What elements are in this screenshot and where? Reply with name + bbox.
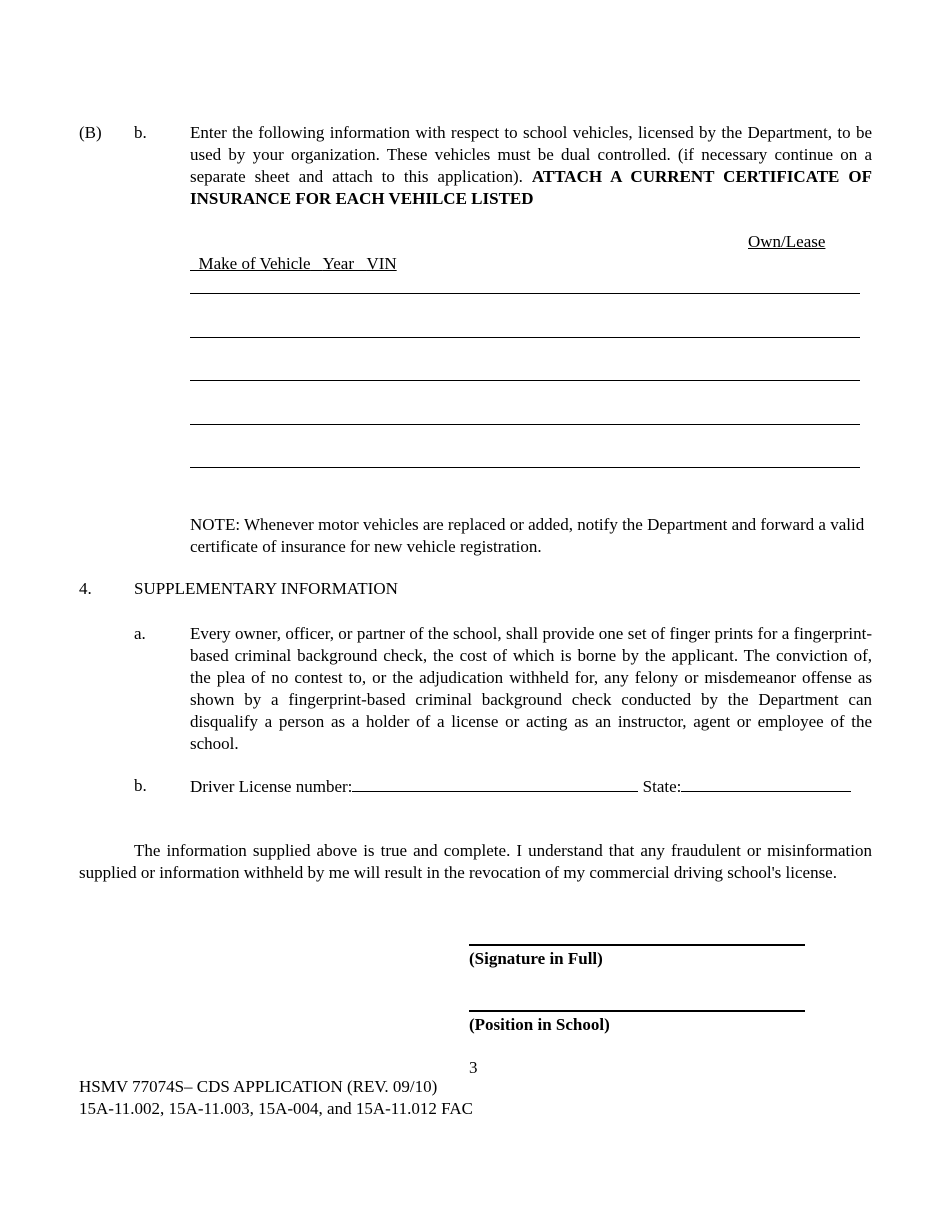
position-line[interactable]	[469, 1010, 805, 1012]
rule-reference-footer: 15A-11.002, 15A-11.003, 15A-004, and 15A-11.012 FAC	[79, 1099, 473, 1118]
state-field[interactable]	[681, 775, 851, 792]
vehicle-note: NOTE: Whenever motor vehicles are replaced or added, notify the Department and forward a valid certificate of insurance for new vehicle registration.	[190, 515, 865, 556]
section-b-item-label: b.	[134, 123, 147, 142]
section-4-title: SUPPLEMENTARY INFORMATION	[134, 579, 398, 598]
form-id-footer: HSMV 77074S– CDS APPLICATION (REV. 09/10)	[79, 1077, 438, 1096]
section-b-text: Enter the following information with respect to school vehicles, licensed by the Department, to be used by your organization. These vehicles must be dual controlled. (if necessary continue on a separate sheet and attach to this application).	[190, 123, 872, 186]
driver-license-label: Driver License number:	[190, 777, 353, 796]
driver-license-field[interactable]	[352, 775, 638, 792]
vehicle-table-header	[190, 231, 831, 273]
section-4-number: 4.	[79, 579, 92, 598]
section-4b-label: b.	[134, 776, 147, 795]
signature-line[interactable]	[469, 944, 805, 946]
header-year: Year	[322, 254, 354, 273]
vehicle-entry-line[interactable]	[190, 424, 860, 425]
state-label: State:	[642, 777, 682, 796]
insurance-requirement: ATTACH A CURRENT CERTIFICATE OF INSURANCE FOR EACH VEHILCE LISTED	[190, 167, 872, 208]
vehicle-entry-line[interactable]	[190, 380, 860, 381]
header-vin: VIN	[366, 254, 397, 273]
certification-statement: The information supplied above is true and complete. I understand that any fraudulent or misinformation supplied or information withheld by me will result in the revocation of my commercial driving school's license.	[79, 841, 872, 882]
page-number: 3	[469, 1058, 478, 1077]
section-4a-label: a.	[134, 624, 146, 643]
vehicle-entry-line[interactable]	[190, 337, 860, 338]
section-b-instructions	[190, 122, 872, 210]
header-make: Make of Vehicle	[198, 254, 311, 273]
section-b-label: (B)	[79, 123, 102, 142]
vehicle-entry-line[interactable]	[190, 467, 860, 468]
header-own-lease: Own/Lease	[748, 232, 826, 251]
signature-label: (Signature in Full)	[469, 949, 603, 968]
driver-license-row	[190, 775, 880, 798]
section-4a-text: Every owner, officer, or partner of the school, shall provide one set of finger prints for a fingerprint-based criminal background check, the cost of which is borne by the applicant. The conviction of, the plea of no contest to, or the adjudication withheld for, any felony or misdemeanor offense as shown by a fingerprint-based criminal background check conducted by the Department can disqualify a person as a holder of a license or acting as an instructor, agent or employee of the school.	[190, 624, 872, 753]
position-label: (Position in School)	[469, 1015, 610, 1034]
vehicle-entry-line[interactable]	[190, 293, 860, 294]
